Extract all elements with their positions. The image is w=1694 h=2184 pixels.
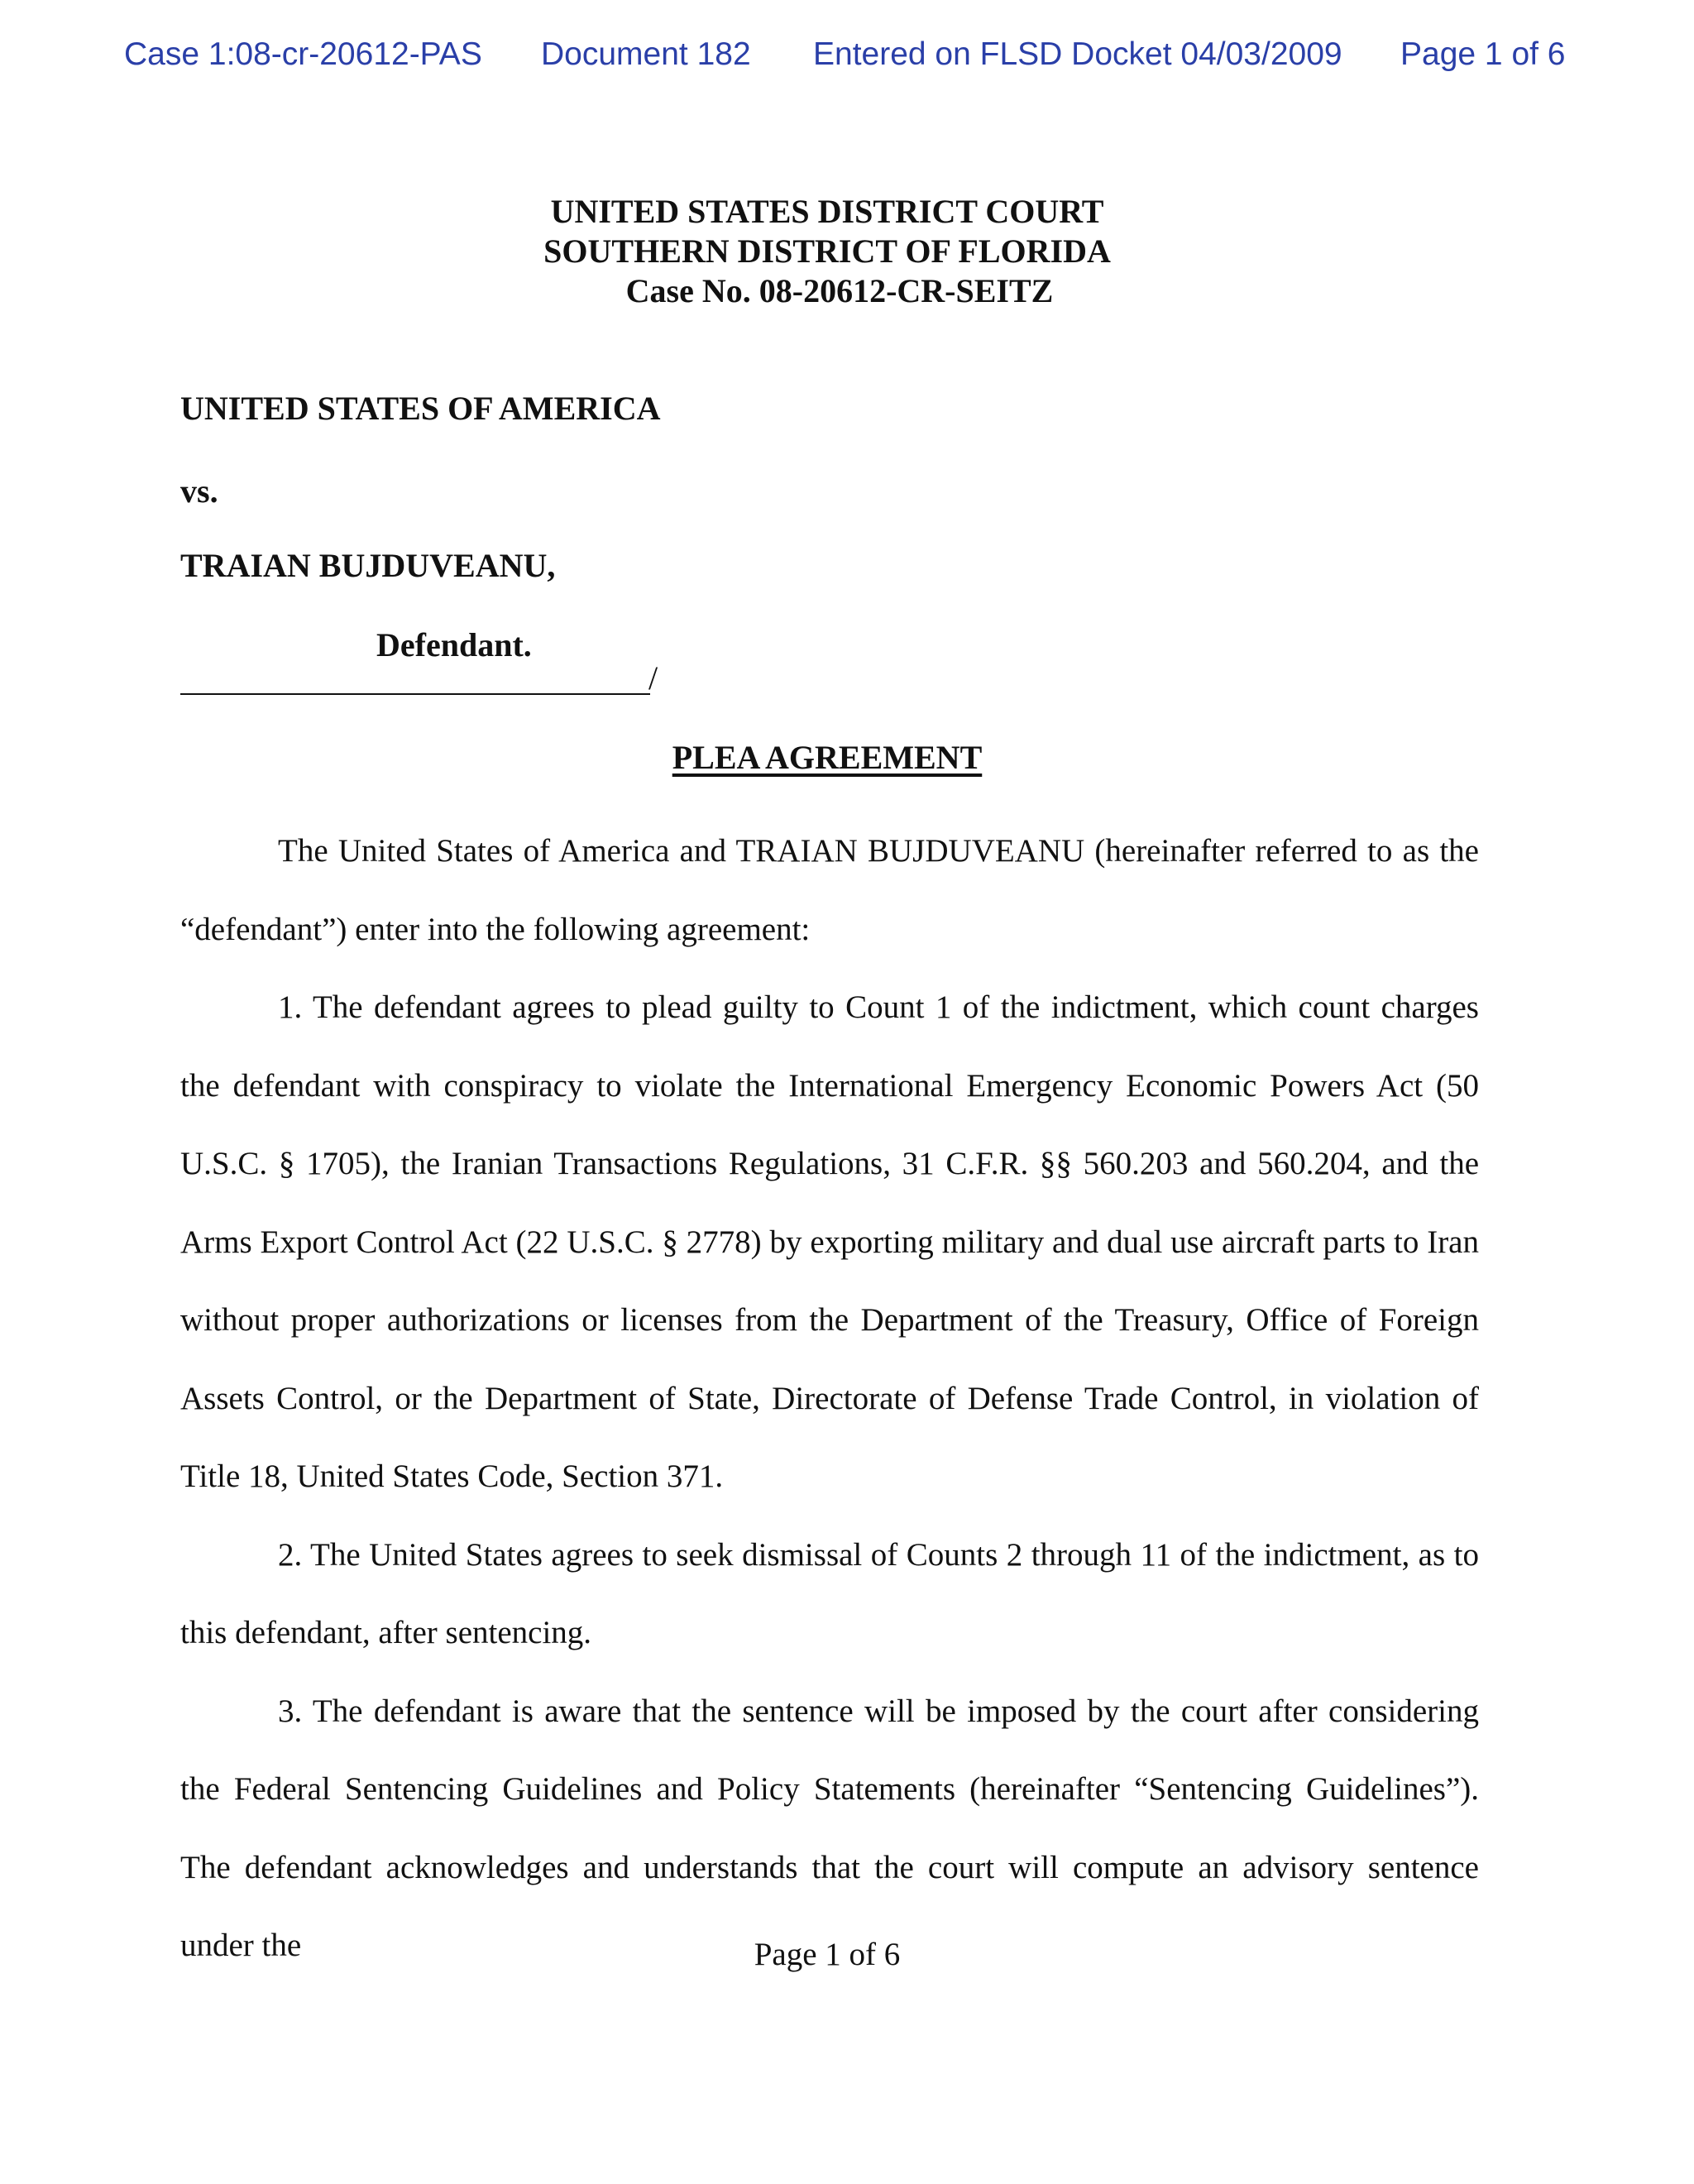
versus-label: vs. [180, 472, 218, 510]
plaintiff-name: UNITED STATES OF AMERICA [180, 390, 661, 427]
agreement-body [180, 812, 1479, 1985]
court-district: SOUTHERN DISTRICT OF FLORIDA [543, 232, 1111, 270]
defendant-label: Defendant. [376, 626, 532, 663]
court-heading [0, 192, 1654, 311]
stamp-entered-date: Entered on FLSD Docket 04/03/2009 [813, 36, 1342, 72]
document-title: PLEA AGREEMENT [672, 739, 983, 776]
stamp-page-count: Page 1 of 6 [1400, 36, 1566, 72]
docket-stamp [124, 36, 1580, 79]
case-number: Case No. 08-20612-CR-SEITZ [625, 272, 1054, 309]
page-footer: Page 1 of 6 [754, 1937, 901, 1972]
stamp-case-number: Case 1:08-cr-20612-PAS [124, 36, 482, 72]
paragraph-3: 3. The defendant is aware that the sentence will be imposed by the court after considering the Federal Sentencing Guidelines and Policy Statements (hereinafter “Sentencing Guidelines”). The defendant acknowledges and understands that the court will compute an advisory sentence under the [180, 1693, 1479, 1963]
court-name: UNITED STATES DISTRICT COURT [550, 193, 1104, 230]
caption-slash: / [648, 659, 658, 697]
stamp-document-number: Document 182 [541, 36, 751, 72]
paragraph-1: 1. The defendant agrees to plead guilty to Count 1 of the indictment, which count charges the defendant with conspiracy to violate the International Emergency Economic Powers Act (50 U.S.C. § 1705), the Iranian Transactions Regulations, 31 C.F.R. §§ 560.203 and 560.204, and the Arms Export Control Act (22 U.S.C. § 2778) by exporting military and dual use aircraft parts to Iran without proper authorizations or licenses from the Department of the Treasury, Office of Foreign Assets Control, or the Department of State, Directorate of Defense Trade Control, in violation of Title 18, United States Code, Section 371. [180, 989, 1479, 1494]
defendant-name: TRAIAN BUJDUVEANU, [180, 547, 556, 584]
caption-rule [180, 693, 650, 695]
paragraph-intro: The United States of America and TRAIAN BUJDUVEANU (hereinafter referred to as the “defendant”) enter into the following agreement: [180, 833, 1479, 947]
paragraph-2: 2. The United States agrees to seek dismissal of Counts 2 through 11 of the indictment, as to this defendant, after sentencing. [180, 1536, 1479, 1650]
